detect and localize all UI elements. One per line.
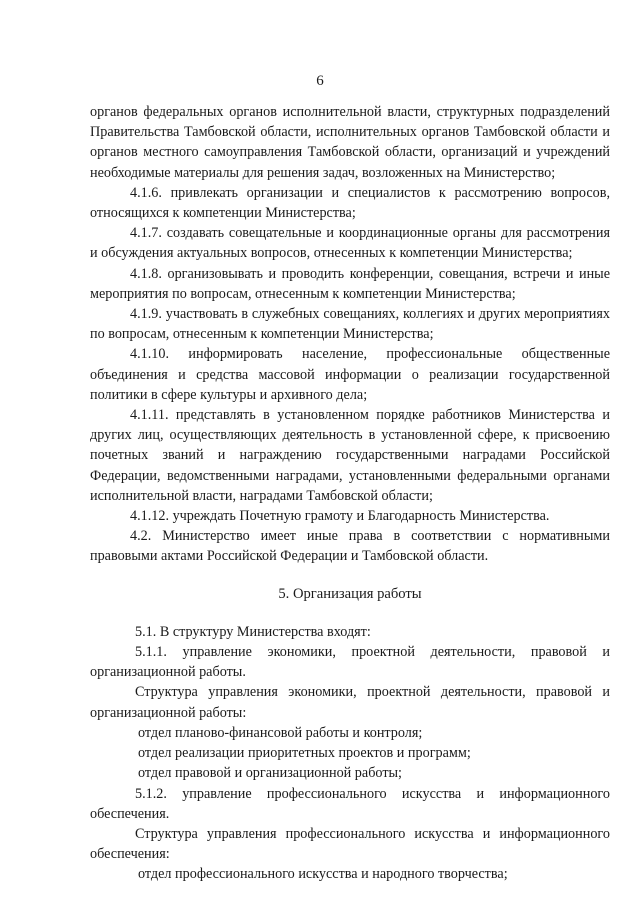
- paragraph-5-1-1: 5.1.1. управление экономики, проектной деятельности, правовой и организационной работы.: [90, 644, 610, 681]
- paragraph-struct-2: Структура управления профессионального искусства и информационного обеспечения:: [90, 825, 610, 863]
- paragraph-4-1-7: 4.1.7. создавать совещательные и координационные органы для рассмотрения и обсуждения актуальных вопросов, отнесенных к компетенции Министерства;: [90, 225, 610, 262]
- paragraph-dept-1: отдел планово-финансовой работы и контроля;: [138, 724, 423, 741]
- paragraph-dept-3: отдел правовой и организационной работы;: [138, 765, 402, 782]
- section-heading: 5. Организация работы: [278, 585, 422, 602]
- paragraph-dept-4: отдел профессионального искусства и народного творчества;: [138, 866, 508, 883]
- paragraph-4-1-11: 4.1.11. представлять в установленном порядке работников Министерства и других лиц, осуществляющих деятельность в установленной сфере, к присвоению почетных званий и награждению государственными наградами Российской Федерации, ведомственными наградами, установленными федеральными органами исполнительной власти, наградами Тамбовской области;: [90, 407, 610, 504]
- paragraph-4-1-10: 4.1.10. информировать население, профессиональные общественные объединения и средства массовой информации о реализации государственной политики в сфере культуры и архивного дела;: [90, 346, 610, 403]
- paragraph-cont: органов федеральных органов исполнительной власти, структурных подразделений Правительства Тамбовской области, исполнительных органов Тамбовской области и органов местного самоуправления Тамбовской области, организаций и учреждений необходимые материалы для решения задач, возложенных на Министерство;: [90, 104, 610, 181]
- paragraph-5-1-2: 5.1.2. управление профессионального искусства и информационного обеспечения.: [90, 785, 610, 822]
- rights-section: [90, 102, 610, 567]
- paragraph-4-1-12: 4.1.12. учреждать Почетную грамоту и Благодарность Министерства.: [130, 508, 550, 525]
- paragraph-4-1-6: 4.1.6. привлекать организации и специалистов к рассмотрению вопросов, относящихся к компетенции Министерства;: [90, 184, 610, 222]
- paragraph-4-2: 4.2. Министерство имеет иные права в соответствии с нормативными правовыми актами Российской Федерации и Тамбовской области.: [90, 528, 610, 565]
- paragraph-5-1: 5.1. В структуру Министерства входят:: [135, 623, 371, 640]
- organization-section: [90, 622, 610, 885]
- paragraph-4-1-8: 4.1.8. организовывать и проводить конференции, совещания, встречи и иные мероприятия по вопросам, отнесенным к компетенции Министерства;: [90, 265, 610, 302]
- document-body: [90, 102, 610, 885]
- paragraph-4-1-9: 4.1.9. участвовать в служебных совещаниях, коллегиях и других мероприятиях по вопросам, отнесенным к компетенции Министерства;: [90, 306, 610, 343]
- page-number: 6: [316, 73, 324, 89]
- paragraph-struct-1: Структура управления экономики, проектной деятельности, правовой и организационной работы:: [90, 684, 610, 721]
- paragraph-dept-2: отдел реализации приоритетных проектов и программ;: [138, 745, 471, 762]
